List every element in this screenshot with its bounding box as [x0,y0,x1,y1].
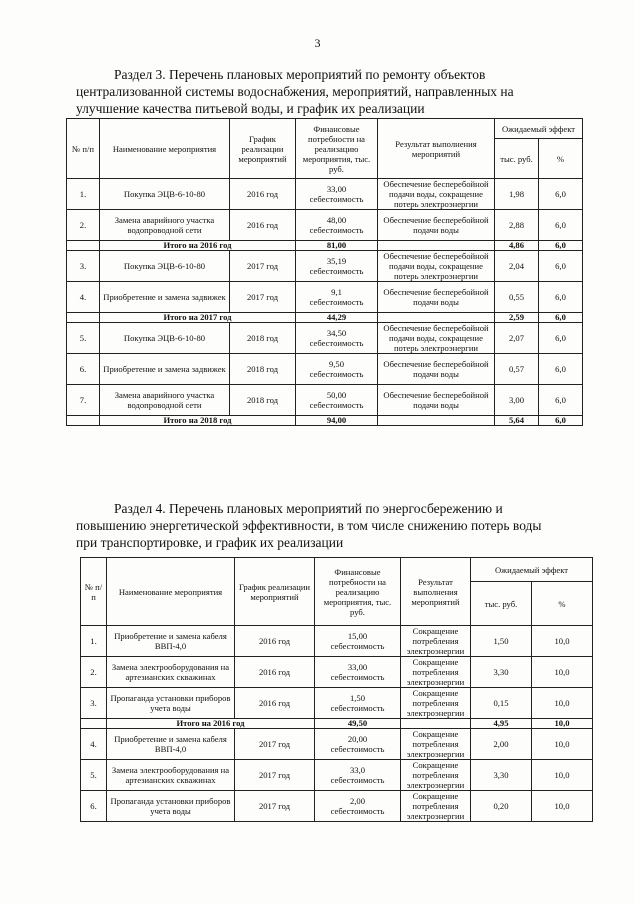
section3-table [66,118,583,426]
total-result [378,416,495,426]
row-pct: 6,0 [539,210,583,241]
header-rub: тыс. руб. [495,139,539,179]
row-year: 2018 год [230,385,296,416]
row-rub: 2,88 [495,210,539,241]
row-year: 2016 год [235,657,315,688]
row-name: Покупка ЭЦВ-6-10-80 [100,179,230,210]
row-num: 5. [81,760,107,791]
cost-value: 33,00 [326,184,347,194]
cost-value: 48,00 [326,215,347,225]
row-result: Обеспечение бесперебойной подачи воды [378,210,495,241]
cost-note: себестоимость [309,400,364,410]
header-finance: Финансовые потребности на реализацию мероприятия, тыс. руб. [296,119,378,179]
header-finance: Финансовые потребности на реализацию мероприятия, тыс. руб. [315,558,401,626]
total-result [378,241,495,251]
row-year: 2016 год [230,179,296,210]
row-rub: 3,30 [471,657,532,688]
row-rub: 1,50 [471,626,532,657]
row-num: 7. [67,385,100,416]
row-num: 6. [67,354,100,385]
row-cost [296,251,378,282]
row-pct: 10,0 [532,760,593,791]
row-year: 2017 год [230,282,296,313]
row-rub: 0,15 [471,688,532,719]
row-year: 2017 год [235,791,315,822]
table-row [81,688,593,719]
table-row [67,282,583,313]
table-row [81,626,593,657]
row-name: Приобретение и замена задвижек [100,282,230,313]
table-row [67,251,583,282]
row-cost [315,791,401,822]
section3-heading [76,66,564,117]
cost-value: 35,19 [326,256,347,266]
row-result: Сокращение потребления электроэнергии [401,729,471,760]
cost-note: себестоимость [330,775,385,785]
row-year: 2016 год [235,626,315,657]
total-rub: 4,95 [471,719,532,729]
header-schedule: График реализации мероприятий [235,558,315,626]
row-result: Сокращение потребления электроэнергии [401,688,471,719]
total-label: Итого на 2016 год [107,719,315,729]
row-num [67,313,100,323]
row-name: Замена аварийного участка водопроводной сети [100,385,230,416]
cost-note: себестоимость [330,703,385,713]
row-rub: 2,07 [495,323,539,354]
row-name: Приобретение и замена кабеля ВВП-4,0 [107,729,235,760]
row-year: 2017 год [230,251,296,282]
row-num: 3. [81,688,107,719]
row-rub: 3,30 [471,760,532,791]
row-year: 2017 год [235,760,315,791]
cost-note: себестоимость [330,806,385,816]
section4-heading-line-1: Раздел 4. Перечень плановых мероприятий по энергосбережению и [114,501,503,516]
row-pct: 10,0 [532,626,593,657]
total-pct: 6,0 [539,416,583,426]
cost-value: 9,50 [328,359,345,369]
cost-note: себестоимость [309,194,364,204]
table-row [81,657,593,688]
cost-note: себестоимость [330,672,385,682]
table-row [67,179,583,210]
header-effect: Ожидаемый эффект [495,119,583,139]
header-num: № п/п [67,119,100,179]
row-cost [315,729,401,760]
row-num: 5. [67,323,100,354]
header-result: Результат выполнения мероприятий [378,119,495,179]
cost-value: 2,00 [349,796,366,806]
row-num: 6. [81,791,107,822]
row-num [81,719,107,729]
cost-value: 34,50 [326,328,347,338]
cost-value: 33,0 [349,765,366,775]
total-row [67,241,583,251]
section3-heading-line-1: Раздел 3. Перечень плановых мероприятий по ремонту объектов [114,67,486,82]
row-cost [315,626,401,657]
total-cost: 81,00 [296,241,378,251]
row-num [67,241,100,251]
total-pct: 6,0 [539,241,583,251]
row-pct: 10,0 [532,657,593,688]
total-rub: 2,59 [495,313,539,323]
row-rub: 3,00 [495,385,539,416]
row-num: 3. [67,251,100,282]
row-year: 2018 год [230,323,296,354]
row-pct: 6,0 [539,385,583,416]
cost-note: себестоимость [309,338,364,348]
row-name: Пропаганда установки приборов учета воды [107,688,235,719]
row-year: 2017 год [235,729,315,760]
total-rub: 5,64 [495,416,539,426]
cost-value: 9,1 [331,287,342,297]
header-pct: % [532,582,593,626]
row-pct: 6,0 [539,251,583,282]
row-name: Покупка ЭЦВ-6-10-80 [100,323,230,354]
table-row [67,323,583,354]
row-result: Обеспечение бесперебойной подачи воды [378,282,495,313]
page-number: 3 [314,36,321,50]
row-pct: 6,0 [539,282,583,313]
row-rub: 2,00 [471,729,532,760]
cost-note: себестоимость [309,225,364,235]
row-cost [296,323,378,354]
total-label: Итого на 2017 год [100,313,296,323]
row-num: 2. [67,210,100,241]
row-year: 2016 год [235,688,315,719]
total-row [81,719,593,729]
row-result: Сокращение потребления электроэнергии [401,760,471,791]
row-result: Обеспечение бесперебойной подачи воды [378,354,495,385]
row-result: Сокращение потребления электроэнергии [401,626,471,657]
row-result: Обеспечение бесперебойной подачи воды, сокращение потерь электроэнергии [378,251,495,282]
row-result: Обеспечение бесперебойной подачи воды [378,385,495,416]
row-name: Приобретение и замена кабеля ВВП-4,0 [107,626,235,657]
cost-note: себестоимость [309,266,364,276]
row-cost [296,385,378,416]
row-result: Обеспечение бесперебойной подачи воды, сокращение потерь электроэнергии [378,179,495,210]
table-row [67,385,583,416]
row-rub: 0,57 [495,354,539,385]
cost-value: 1,50 [349,693,366,703]
header-num: № п/п [81,558,107,626]
row-cost [315,657,401,688]
cost-note: себестоимость [309,297,364,307]
table-row [81,729,593,760]
total-result [401,719,471,729]
total-label: Итого на 2018 год [100,416,296,426]
section4-heading-line-2: повышению энергетической эффективности, в том числе снижению потерь воды [76,518,542,533]
row-num: 1. [81,626,107,657]
row-cost [296,282,378,313]
total-cost: 49,50 [315,719,401,729]
total-row [67,313,583,323]
row-num: 4. [67,282,100,313]
cost-note: себестоимость [330,744,385,754]
total-row [67,416,583,426]
row-cost [296,210,378,241]
row-result: Сокращение потребления электроэнергии [401,791,471,822]
cost-value: 20,00 [347,734,368,744]
header-rub: тыс. руб. [471,582,532,626]
table-row [67,354,583,385]
cost-note: себестоимость [309,369,364,379]
row-pct: 10,0 [532,729,593,760]
total-pct: 10,0 [532,719,593,729]
header-effect: Ожидаемый эффект [471,558,593,582]
row-name: Замена аварийного участка водопроводной сети [100,210,230,241]
row-rub: 0,55 [495,282,539,313]
section3-heading-line-2: централизованной системы водоснабжения, мероприятий, направленных на [76,84,514,99]
row-cost [315,760,401,791]
row-year: 2018 год [230,354,296,385]
table-row [67,210,583,241]
total-pct: 6,0 [539,313,583,323]
cost-note: себестоимость [330,641,385,651]
section4-heading [76,500,566,551]
total-result [378,313,495,323]
row-cost [296,179,378,210]
cost-value: 33,00 [347,662,368,672]
row-rub: 2,04 [495,251,539,282]
table-row [81,760,593,791]
row-num [67,416,100,426]
header-pct: % [539,139,583,179]
row-name: Замена электрооборудования на артезианских скважинах [107,657,235,688]
row-num: 4. [81,729,107,760]
row-pct: 10,0 [532,688,593,719]
section3-heading-line-3: улучшение качества питьевой воды, и график их реализации [76,101,425,116]
row-cost [296,354,378,385]
total-rub: 4,86 [495,241,539,251]
row-num: 2. [81,657,107,688]
row-rub: 1,98 [495,179,539,210]
header-result: Результат выполнения мероприятий [401,558,471,626]
row-pct: 10,0 [532,791,593,822]
row-pct: 6,0 [539,323,583,354]
row-name: Покупка ЭЦВ-6-10-80 [100,251,230,282]
cost-value: 15,00 [347,631,368,641]
row-result: Сокращение потребления электроэнергии [401,657,471,688]
row-cost [315,688,401,719]
total-cost: 94,00 [296,416,378,426]
table-row [81,791,593,822]
header-name: Наименование мероприятия [100,119,230,179]
total-cost: 44,29 [296,313,378,323]
row-pct: 6,0 [539,179,583,210]
row-pct: 6,0 [539,354,583,385]
row-rub: 0,20 [471,791,532,822]
row-num: 1. [67,179,100,210]
row-result: Обеспечение бесперебойной подачи воды, сокращение потерь электроэнергии [378,323,495,354]
cost-value: 50,00 [326,390,347,400]
row-name: Приобретение и замена задвижек [100,354,230,385]
row-name: Замена электрооборудования на артезианских скважинах [107,760,235,791]
row-name: Пропаганда установки приборов учета воды [107,791,235,822]
header-name: Наименование мероприятия [107,558,235,626]
section4-table [80,557,593,822]
header-schedule: График реализации мероприятий [230,119,296,179]
section4-heading-line-3: при транспортировке, и график их реализации [76,535,344,550]
row-year: 2016 год [230,210,296,241]
total-label: Итого на 2016 год [100,241,296,251]
